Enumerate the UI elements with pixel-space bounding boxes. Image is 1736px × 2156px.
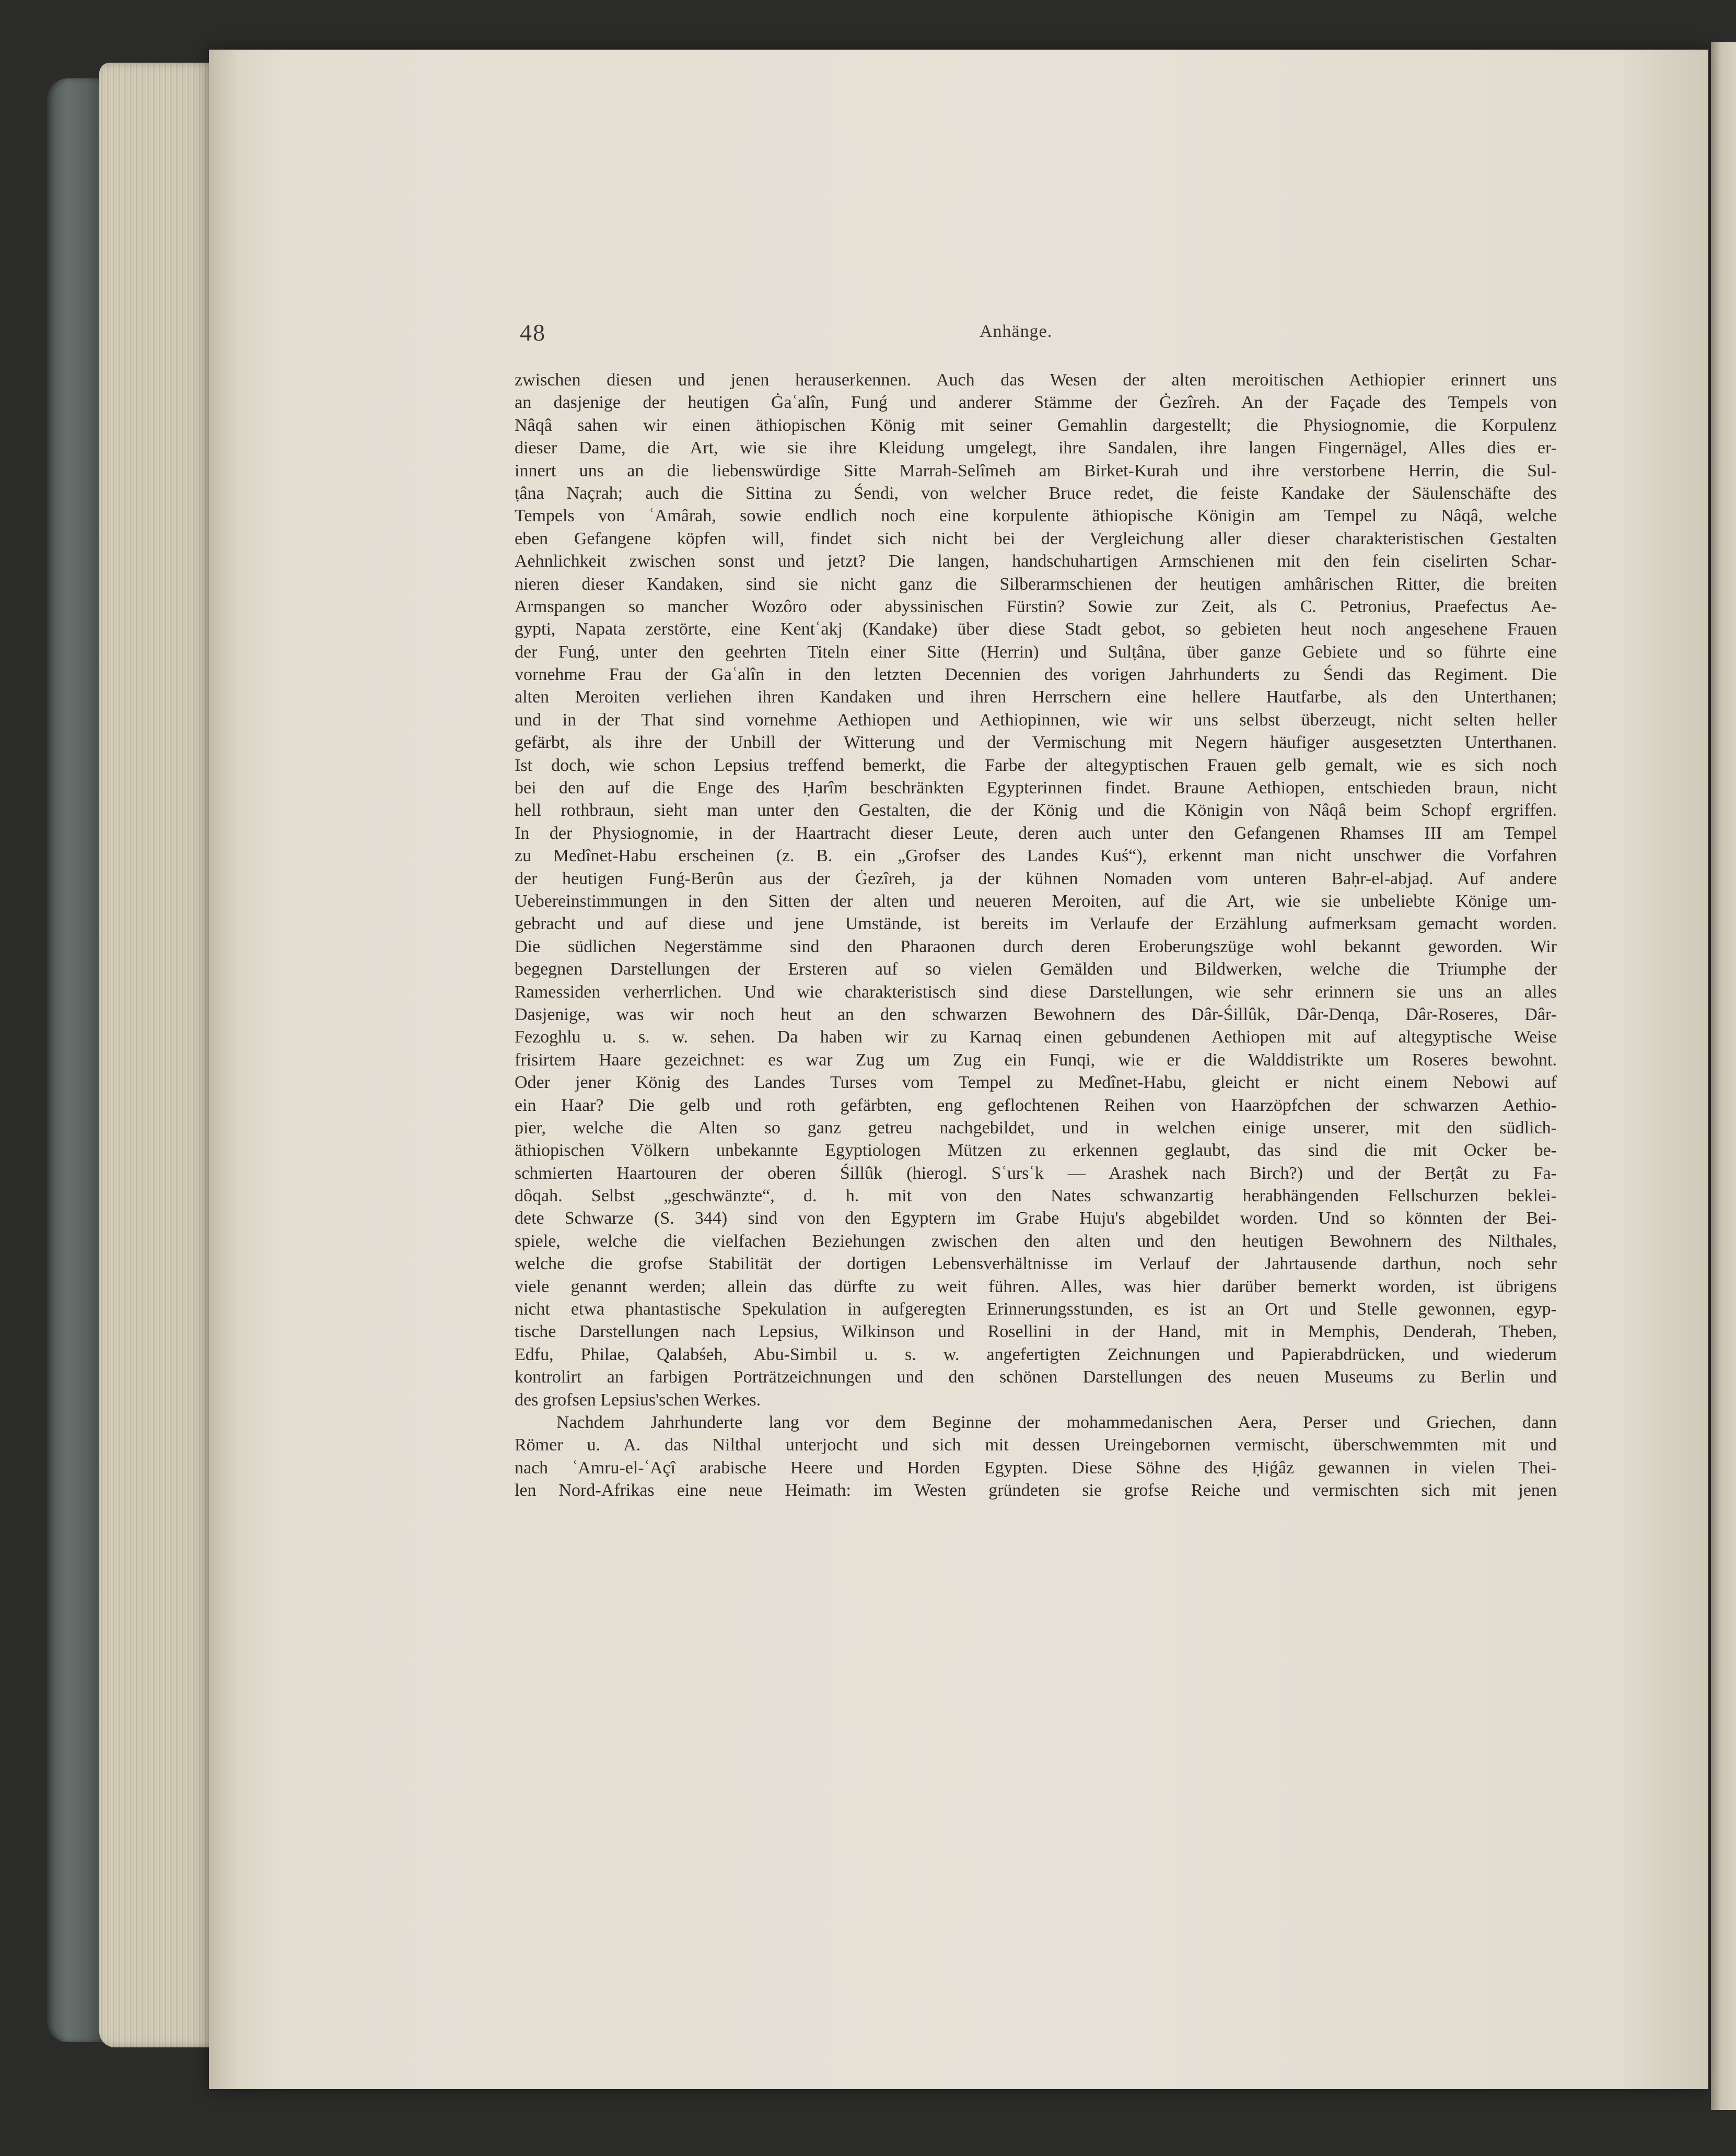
text-line: dete Schwarze (S. 344) sind von den Egyptern im Grabe Huju's abgebildet worden. Und so könnten der Bei-: [515, 1209, 1557, 1228]
text-line: tische Darstellungen nach Lepsius, Wilkinson und Rosellini in der Hand, mit in Memphis, Denderah, Theben,: [515, 1322, 1557, 1342]
text-line: eben Gefangene köpfen will, findet sich nicht bei der Vergleichung aller dieser charakteristischen Gestalten: [515, 529, 1557, 548]
next-page-edge: [1711, 42, 1736, 2110]
text-line: der Funǵ, unter den geehrten Titeln einer Sitte (Herrin) und Sulṭâna, über ganze Gebiete und so führte eine: [515, 642, 1557, 662]
text-line: nieren dieser Kandaken, sind sie nicht ganz die Silberarmschienen der heutigen amhârischen Ritter, die breiten: [515, 574, 1557, 594]
text-line: gypti, Napata zerstörte, eine Kentʿakj (Kandake) über diese Stadt gebot, so gebieten heut noch angesehene Frauen: [515, 619, 1557, 639]
text-line: Nâqâ sahen wir einen äthiopischen König mit seiner Gemahlin dargestellt; die Physiognomie, die Korpulenz: [515, 415, 1557, 435]
paragraph-start-line: Nachdem Jahrhunderte lang vor dem Beginne der mohammedanischen Aera, Perser und Griechen, dann: [556, 1412, 1557, 1432]
text-line: Römer u. A. das Nilthal unterjocht und sich mit dessen Ureingebornen vermischt, überschwemmten mit und: [515, 1435, 1557, 1455]
text-line: viele genannt werden; allein das dürfte zu weit führen. Alles, was hier darüber bemerkt worden, ist übrigens: [515, 1276, 1557, 1296]
text-line: welche die grofse Stabilität der dortigen Lebensverhältnisse im Verlauf der Jahrtausende darthun, noch sehr: [515, 1254, 1557, 1274]
text-line: gebracht und auf diese und jene Umstände, ist bereits im Verlaufe der Erzählung aufmerksam gemacht worden.: [515, 914, 1557, 934]
page-number: 48: [520, 319, 546, 346]
text-line: ṭâna Naçrah; auch die Sittina zu Śendi, von welcher Bruce redet, die feiste Kandake der Säulenschäfte des: [515, 483, 1557, 503]
text-line: dieser Dame, die Art, wie sie ihre Kleidung umgelegt, ihre Sandalen, ihre langen Fingernägel, Alles dies er-: [515, 438, 1557, 458]
text-line: zwischen diesen und jenen herauserkennen. Auch das Wesen der alten meroitischen Aethiopier erinnert uns: [515, 370, 1557, 390]
text-line: Ist doch, wie schon Lepsius treffend bemerkt, die Farbe der altegyptischen Frauen gelb gemalt, wie es sich noch: [515, 755, 1557, 775]
body-text: [515, 369, 1557, 1502]
text-line: Fezoghlu u. s. w. sehen. Da haben wir zu Karnaq einen gebundenen Aethiopen mit auf altegyptische Weise: [515, 1027, 1557, 1047]
text-line: Uebereinstimmungen in den Sitten der alten und neueren Meroiten, auf die Art, wie sie unbeliebte Könige um-: [515, 891, 1557, 911]
text-line: Dasjenige, was wir noch heut an den schwarzen Bewohnern des Dâr-Śillûk, Dâr-Denqa, Dâr-Roseres, Dâr-: [515, 1004, 1557, 1024]
text-line: pier, welche die Alten so ganz getreu nachgebildet, und in welchen einige unserer, mit den südlich-: [515, 1118, 1557, 1138]
text-line: kontrolirt an farbigen Porträtzeichnungen und den schönen Darstellungen des neuen Museums zu Berlin und: [515, 1367, 1557, 1387]
text-line: äthiopischen Völkern unbekannte Egyptiologen Mützen zu erkennen geglaubt, das sind die mit Ocker be-: [515, 1141, 1557, 1161]
text-line: len Nord-Afrikas eine neue Heimath: im Westen gründeten sie grofse Reiche und vermischten sich mit jenen: [515, 1481, 1557, 1501]
text-line: Edfu, Philae, Qalabśeh, Abu-Simbil u. s. w. angefertigten Zeichnungen und Papierabdrücken, und wiederum: [515, 1344, 1557, 1364]
text-line: Armspangen so mancher Wozôro oder abyssinischen Fürstin? Sowie zur Zeit, als C. Petronius, Praefectus Ae-: [515, 596, 1557, 616]
text-line: nicht etwa phantastische Spekulation in aufgeregten Erinnerungsstunden, es ist an Ort und Stelle gewonnen, egyp-: [515, 1299, 1557, 1319]
text-line: In der Physiognomie, in der Haartracht dieser Leute, deren auch unter den Gefangenen Rhamses III am Tempel: [515, 823, 1557, 843]
text-line: gefärbt, als ihre der Unbill der Witterung und der Vermischung mit Negern häufiger ausgesetzten Unterthanen.: [515, 733, 1557, 753]
text-line: an dasjenige der heutigen Ġaʿalîn, Funǵ und anderer Stämme der Ġezîreh. An der Façade des Tempels von: [515, 393, 1557, 413]
text-line: frisirtem Haare gezeichnet: es war Zug um Zug ein Funqi, wie er die Walddistrikte um Roseres bewohnt.: [515, 1050, 1557, 1070]
text-line: begegnen Darstellungen der Ersteren auf so vielen Gemälden und Bildwerken, welche die Triumphe der: [515, 959, 1557, 979]
text-line: und in der That sind vornehme Aethiopen und Aethiopinnen, wie wir uns selbst überzeugt, nicht selten heller: [515, 710, 1557, 730]
running-head: Anhänge.: [980, 322, 1053, 341]
text-line: nach ʿAmru-el-ʿAçî arabische Heere und Horden Egypten. Diese Söhne des Ḥiǵâz gewannen in vielen Thei-: [515, 1458, 1557, 1478]
text-line: schmierten Haartouren der oberen Śillûk (hierogl. Sʿursʿk — Arashek nach Birch?) und der Berṭât zu Fa-: [515, 1163, 1557, 1183]
text-line: bei den auf die Enge des Ḥarîm beschränkten Egypterinnen findet. Braune Aethiopen, entschieden braun, nicht: [515, 778, 1557, 798]
text-line: ein Haar? Die gelb und roth gefärbten, eng geflochtenen Reihen von Haarzöpfchen der schwarzen Aethio-: [515, 1095, 1557, 1115]
page-header: [520, 319, 1559, 350]
text-line: Oder jener König des Landes Turses vom Tempel zu Medînet-Habu, gleicht er nicht einem Nebowi auf: [515, 1073, 1557, 1093]
text-line: vornehme Frau der Gaʿalîn in den letzten Decennien des vorigen Jahrhunderts zu Śendi das Regiment. Die: [515, 665, 1557, 685]
text-line: innert uns an die liebenswürdige Sitte Marrah-Selîmeh am Birket-Kurah und ihre verstorbene Herrin, die Sul-: [515, 461, 1557, 481]
text-line: Ramessiden verherrlichen. Und wie charakteristisch sind diese Darstellungen, wie sehr erinnern sie uns an alles: [515, 982, 1557, 1002]
text-line: der heutigen Funǵ-Berûn aus der Ġezîreh, ja der kühnen Nomaden vom unteren Baḥr-el-abjaḍ. Auf andere: [515, 869, 1557, 888]
text-line: Aehnlichkeit zwischen sonst und jetzt? Die langen, handschuhartigen Armschienen mit den fein ciselirten Schar-: [515, 552, 1557, 571]
text-line: spiele, welche die vielfachen Beziehungen zwischen den alten und den heutigen Bewohnern des Nilthales,: [515, 1231, 1557, 1251]
text-line: Die südlichen Negerstämme sind den Pharaonen durch deren Eroberungszüge wohl bekannt geworden. Wir: [515, 936, 1557, 956]
text-line: dôqah. Selbst „geschwänzte“, d. h. mit von den Nates schwanzartig herabhängenden Fellschurzen beklei-: [515, 1186, 1557, 1206]
text-line: Tempels von ʿAmârah, sowie endlich noch eine korpulente äthiopische Königin am Tempel zu Nâqâ, welche: [515, 506, 1557, 526]
text-line: zu Medînet-Habu erscheinen (z. B. ein „Grofser des Landes Kuś“), erkennt man nicht unschwer die Vorfahren: [515, 846, 1557, 866]
text-line: hell rothbraun, sieht man unter den Gestalten, die der König und die Königin von Nâqâ beim Schopf ergriffen.: [515, 801, 1557, 821]
book-cover-spine: [47, 78, 104, 2042]
text-line: alten Meroiten verliehen ihren Kandaken und ihren Herrschern eine hellere Hautfarbe, als den Unterthanen;: [515, 687, 1557, 707]
paragraph-end-line: des grofsen Lepsius'schen Werkes.: [515, 1390, 761, 1410]
page-edges: [99, 63, 219, 2047]
